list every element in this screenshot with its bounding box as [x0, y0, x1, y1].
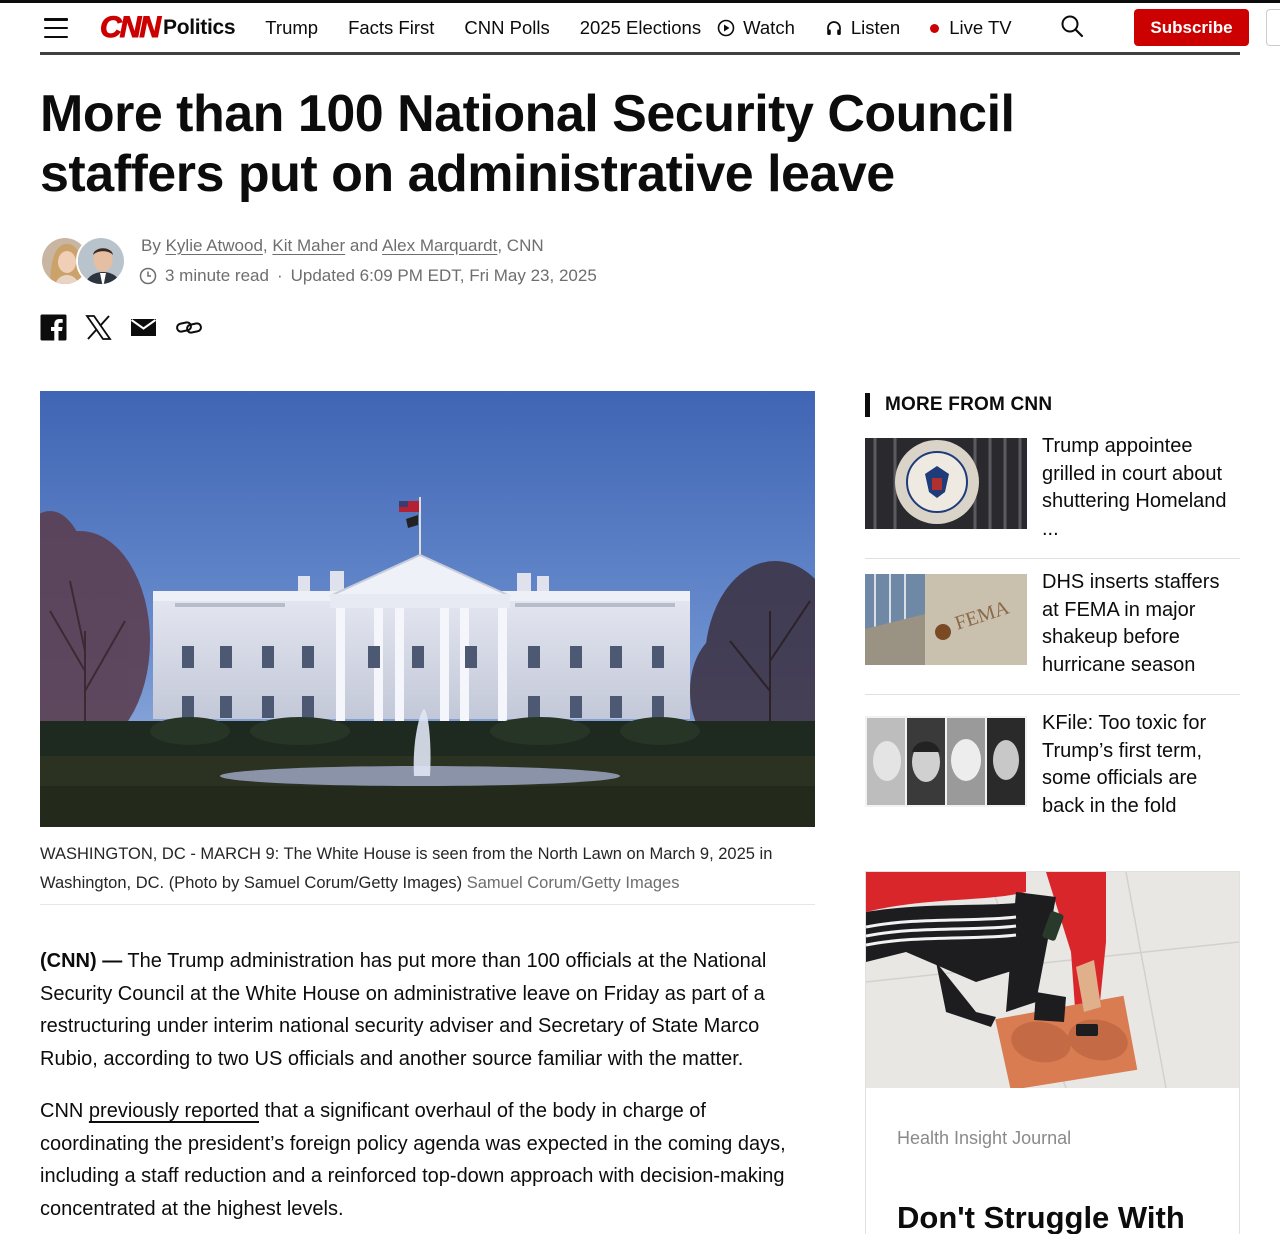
author-link-kylie-atwood[interactable]: Kylie Atwood — [165, 236, 263, 255]
updated-timestamp: Updated 6:09 PM EDT, Fri May 23, 2025 — [290, 266, 597, 285]
search-icon — [1060, 14, 1084, 43]
image-caption — [40, 840, 815, 898]
article-headline: More than 100 National Security Council staffers put on administrative leave — [40, 85, 1015, 203]
nav-links — [265, 17, 1011, 39]
top-border — [0, 0, 1280, 3]
sidebar-divider — [865, 694, 1240, 695]
nav-link-cnn-polls[interactable]: CNN Polls — [464, 17, 550, 38]
paragraph-2-text: that a significant overhaul of the body in charge of coordinating the president’s foreign policy agenda was expected in the coming days, including a staff reduction and a reinforced top-down approach with decision-making concentrated at the highest levels. — [40, 1100, 786, 1220]
caption-divider — [40, 904, 815, 905]
watch-label: Watch — [743, 17, 795, 38]
author-link-kit-maher[interactable]: Kit Maher — [272, 236, 346, 255]
dateline: (CNN) — — [40, 950, 123, 972]
avatar-kit-maher[interactable] — [76, 236, 126, 286]
byline-by: By — [141, 236, 161, 255]
share-bar — [40, 314, 221, 341]
author-link-alex-marquardt[interactable]: Alex Marquardt — [382, 236, 498, 255]
related-story-thumbnail-dhs-seal[interactable] — [865, 438, 1027, 529]
search-button[interactable] — [1060, 14, 1084, 43]
nav-link-watch[interactable] — [717, 17, 795, 39]
listen-label: Listen — [850, 17, 901, 38]
related-story-thumbnail-fema[interactable] — [865, 574, 1027, 665]
menu-icon[interactable] — [44, 18, 68, 38]
nav-link-trump[interactable]: Trump — [265, 17, 319, 38]
hero-image-white-house[interactable] — [40, 391, 815, 827]
svg-text:FEMA: FEMA — [952, 596, 1012, 635]
email-icon[interactable] — [130, 314, 157, 341]
live-dot-icon — [930, 24, 939, 33]
ad-sponsor[interactable]: Health Insight Journal — [897, 1128, 1072, 1148]
related-story-2-title[interactable]: DHS inserts staffers at FEMA in major shakeup before hurricane season — [1042, 571, 1220, 676]
caption-text: WASHINGTON, DC - MARCH 9: The White House is seen from the North Lawn on March 9, 2025 in Washington, DC. (Photo by Samuel Corum/Getty Images) — [40, 845, 773, 892]
paragraph-2 — [40, 1095, 815, 1225]
ad-image[interactable] — [866, 872, 1239, 1088]
related-story-1-title[interactable]: Trump appointee grilled in court about shuttering Homeland ... — [1042, 435, 1227, 540]
nav-link-live-tv[interactable] — [930, 17, 1011, 39]
top-nav — [40, 8, 1280, 48]
x-twitter-icon[interactable] — [85, 314, 112, 341]
byline-comma: , — [497, 236, 503, 255]
paragraph-1-text: The Trump administration has put more than 100 officials at the National Security Council at the White House on administrative leave on Friday as part of a restructuring under interim national security adviser and Secretary of State Marco Rubio, according to two US officials and another source familiar with the matter. — [40, 950, 767, 1070]
cnn-logo-mark: CNN — [100, 11, 159, 44]
related-story-3-title[interactable]: KFile: Too toxic for Trump’s first term, some officials are back in the fold — [1042, 712, 1207, 817]
sidebar-divider — [865, 558, 1240, 559]
byline-and: and — [349, 236, 379, 255]
article-meta — [139, 266, 597, 286]
nav-divider — [40, 52, 1240, 55]
read-time: 3 minute read — [165, 266, 269, 285]
facebook-icon[interactable] — [40, 314, 67, 341]
copy-link-icon[interactable] — [175, 314, 203, 341]
paragraph-1 — [40, 945, 815, 1075]
account-button-edge[interactable] — [1266, 9, 1280, 46]
paragraph-2-prefix: CNN — [40, 1100, 84, 1122]
subscribe-button[interactable]: Subscribe — [1134, 9, 1249, 46]
nav-link-facts-first[interactable]: Facts First — [348, 17, 435, 38]
play-circle-icon — [717, 19, 735, 37]
clock-icon — [139, 267, 157, 285]
byline-outlet: CNN — [506, 236, 544, 255]
nav-link-2025-elections[interactable]: 2025 Elections — [579, 17, 702, 38]
sponsored-ad[interactable] — [865, 871, 1240, 1234]
headphones-icon — [825, 19, 843, 37]
section-name: Politics — [163, 16, 236, 39]
byline-comma: , — [262, 236, 268, 255]
live-tv-label: Live TV — [949, 17, 1012, 38]
ad-headline[interactable]: Don't Struggle With — [897, 1200, 1185, 1234]
image-credit: Samuel Corum/Getty Images — [466, 874, 680, 892]
byline — [141, 236, 544, 256]
author-avatars — [40, 236, 130, 288]
previously-reported-link[interactable]: previously reported — [88, 1100, 259, 1122]
more-from-cnn-heading: MORE FROM CNN — [865, 393, 1052, 417]
meta-separator: · — [276, 266, 283, 285]
nav-link-listen[interactable] — [825, 17, 900, 39]
related-story-thumbnail-officials[interactable] — [865, 716, 1027, 807]
cnn-logo[interactable] — [100, 11, 235, 45]
